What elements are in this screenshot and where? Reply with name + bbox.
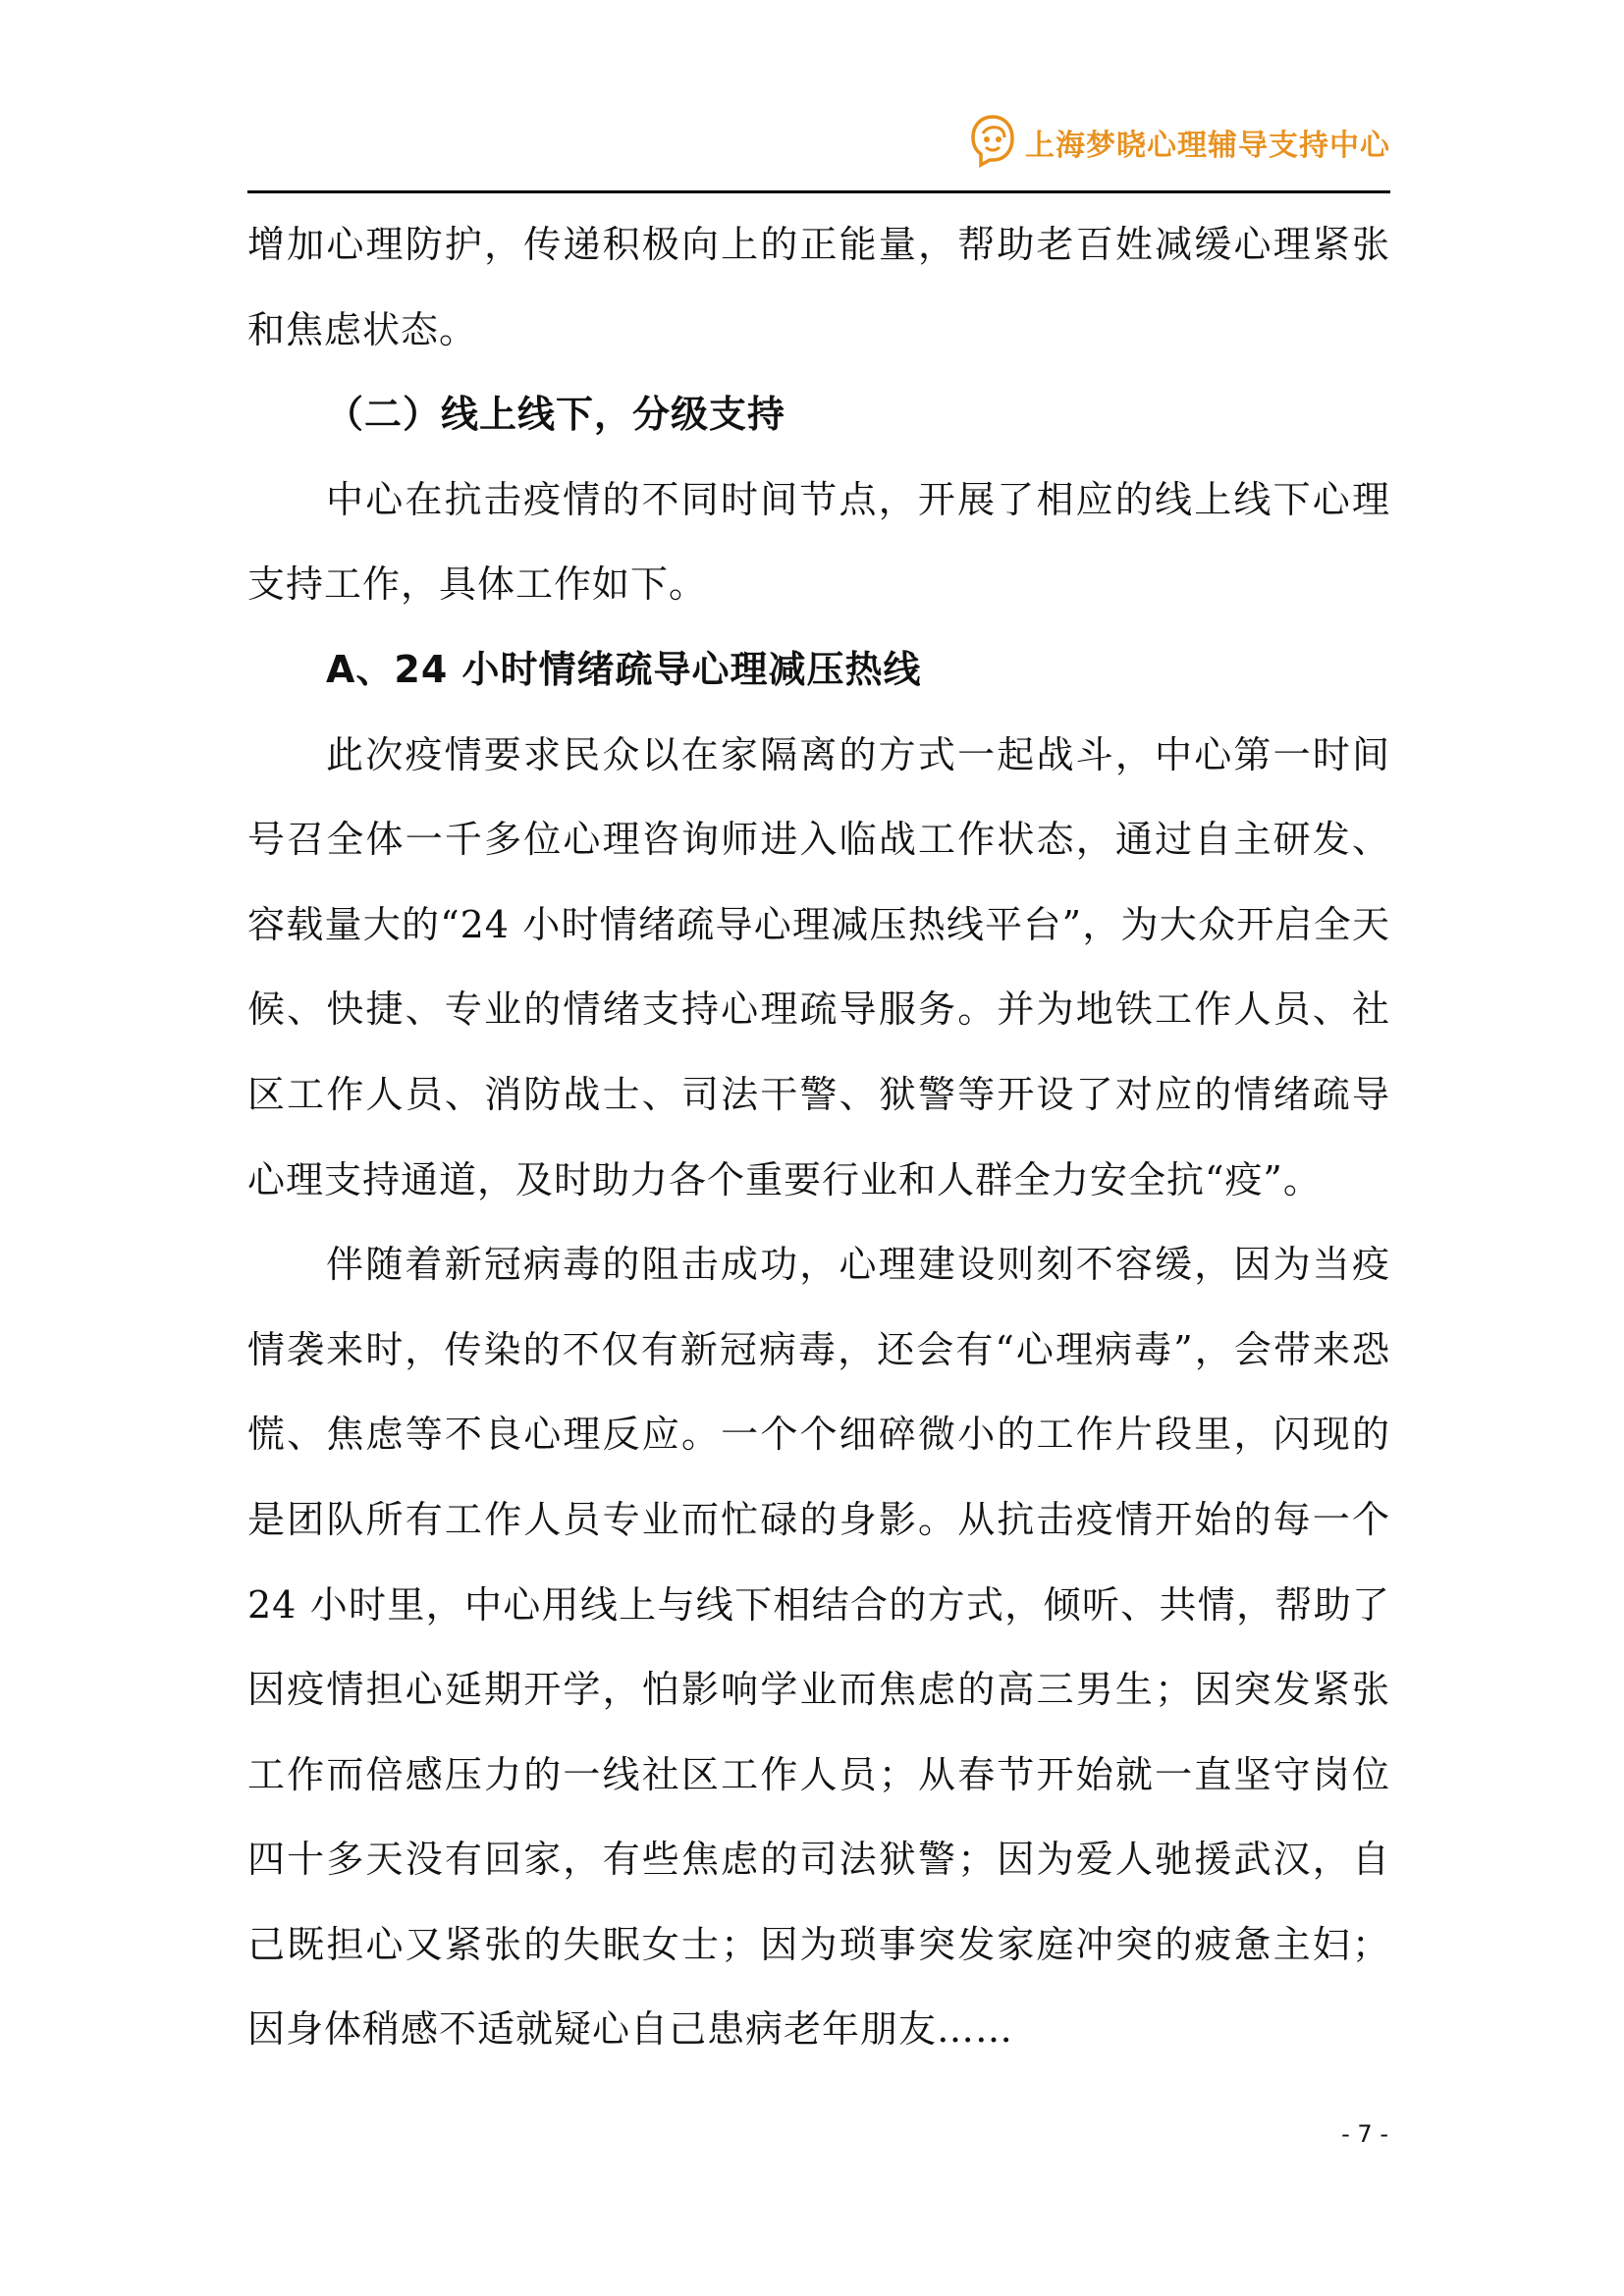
body-paragraph: 增加心理防护，传递积极向上的正能量，帮助老百姓减缓心理紧张和焦虑状态。 bbox=[247, 223, 1390, 351]
organization-name: 上海梦晓心理辅导支持中心 bbox=[1025, 129, 1390, 163]
page-number: - 7 - bbox=[1341, 2120, 1388, 2148]
page-header bbox=[247, 106, 1390, 193]
subsection-heading: A、24 小时情绪疏导心理减压热线 bbox=[326, 647, 922, 691]
document-body bbox=[247, 202, 1390, 2072]
body-paragraph: 伴随着新冠病毒的阻击成功，心理建设则刻不容缓，因为当疫情袭来时，传染的不仅有新冠病毒，还会有“心理病毒”，会带来恐慌、焦虑等不良心理反应。一个个细碎微小的工作片段里，闪现的是团队所有工作人员专业而忙碌的身影。从抗击疫情开始的每一个 24 小时里，中心用线上与线下相结合的方式，倾听、共情，帮助了因疫情担心延期开学，怕影响学业而焦虑的高三男生；因突发紧张工作而倍感压力的一线社区工作人员；从春节开始就一直坚守岗位四十多天没有回家，有些焦虑的司法狱警；因为爱人驰援武汉，自己既担心又紧张的失眠女士；因为琐事突发家庭冲突的疲惫主妇；因身体稍感不适就疑心自己患病老年朋友…… bbox=[247, 1243, 1390, 2052]
section-heading: （二）线上线下，分级支持 bbox=[326, 393, 786, 437]
organization-logo bbox=[968, 114, 1390, 171]
body-paragraph: 此次疫情要求民众以在家隔离的方式一起战斗，中心第一时间号召全体一千多位心理咨询师进入临战工作状态，通过自主研发、容载量大的“24 小时情绪疏导心理减压热线平台”，为大众开启全天候、快捷、专业的情绪支持心理疏导服务。并为地铁工作人员、社区工作人员、消防战士、司法干警、狱警等开设了对应的情绪疏导心理支持通道，及时助力各个重要行业和人群全力安全抗“疫”。 bbox=[247, 732, 1390, 1201]
body-paragraph: 中心在抗击疫情的不同时间节点，开展了相应的线上线下心理支持工作，具体工作如下。 bbox=[247, 477, 1390, 607]
counselor-badge-icon bbox=[968, 114, 1017, 171]
